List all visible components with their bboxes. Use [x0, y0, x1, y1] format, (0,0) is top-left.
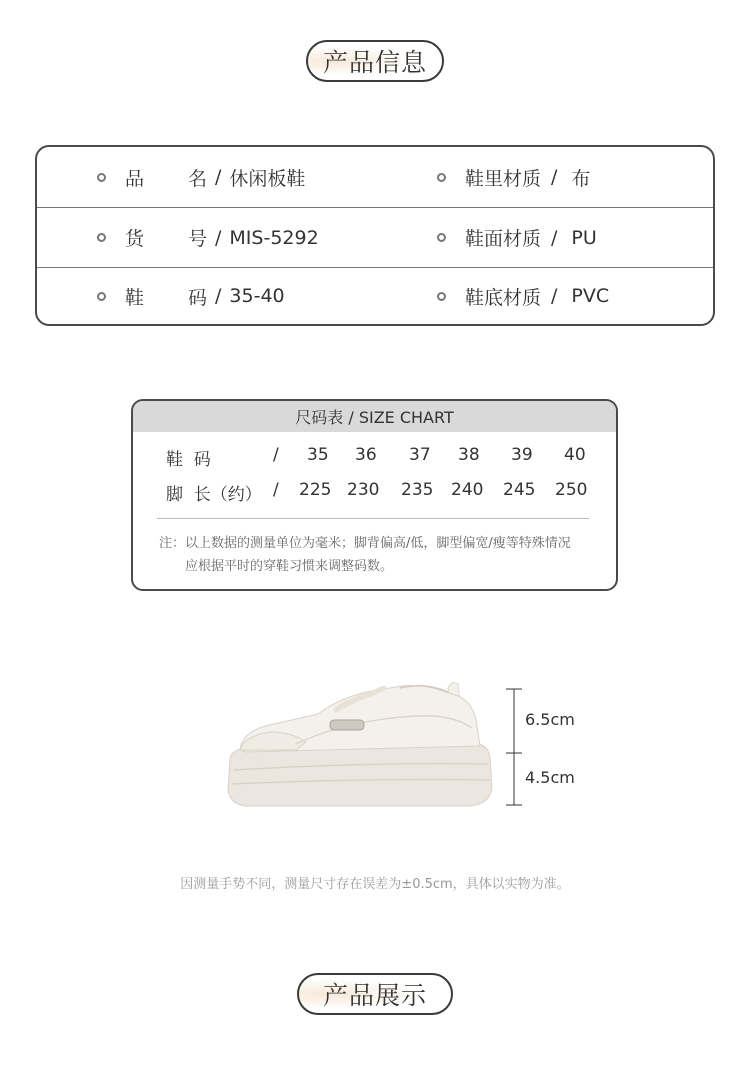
info-label: [125, 224, 207, 251]
bullet-icon: [97, 292, 106, 301]
size-chart: [131, 399, 618, 591]
info-right-cell: [465, 283, 609, 310]
info-label: 鞋底材质: [465, 286, 542, 309]
info-left-cell: [125, 164, 305, 191]
info-label: 鞋里材质: [465, 167, 542, 190]
length-cell: 225: [299, 480, 332, 500]
length-cell: 230: [347, 480, 380, 500]
section-title-product-info: [306, 40, 444, 82]
info-label-char: 鞋: [125, 286, 145, 309]
info-value: MIS-5292: [229, 226, 319, 249]
info-label-char: 号: [187, 228, 207, 250]
sneaker-image: [226, 680, 498, 812]
size-row-foot-length: [133, 480, 616, 504]
info-separator: /: [215, 166, 222, 188]
length-cell: 235: [401, 480, 434, 500]
info-label-char: 货: [125, 228, 145, 250]
info-value: PVC: [571, 285, 610, 307]
info-separator: /: [551, 226, 558, 249]
info-left-cell: [125, 283, 285, 310]
length-cell: 245: [503, 480, 536, 500]
product-info-table: [35, 145, 715, 326]
size-row-shoe-size: [133, 445, 616, 469]
size-cell: 38: [458, 445, 480, 465]
bullet-icon: [437, 233, 446, 242]
length-cell: 240: [451, 480, 484, 500]
section-title-text: 产品信息: [322, 48, 427, 77]
note-line: 注：以上数据的测量单位为毫米；脚背偏高/低，脚型偏宽/瘦等特殊情况: [159, 536, 571, 551]
info-label: [125, 164, 207, 191]
info-separator: /: [215, 285, 222, 307]
length-cell: 250: [555, 480, 588, 500]
info-label: 鞋面材质: [465, 228, 542, 250]
sole-height-label: 4.5cm: [525, 768, 575, 787]
info-value: 布: [571, 167, 591, 190]
info-row: [37, 207, 713, 267]
upper-height-label: 6.5cm: [525, 710, 575, 729]
size-chart-note: [159, 532, 599, 578]
info-separator: /: [215, 226, 222, 249]
size-chart-divider: [157, 518, 589, 519]
size-separator: /: [273, 445, 279, 465]
size-cell: 39: [511, 445, 533, 465]
info-separator: /: [551, 166, 558, 188]
size-cell: 36: [355, 445, 377, 465]
info-label: [125, 283, 207, 310]
size-row-label: 脚 长（约）: [166, 485, 262, 505]
size-row-label: 鞋 码: [166, 450, 211, 470]
size-chart-title: 尺码表 / SIZE CHART: [295, 408, 454, 427]
size-cell: 40: [564, 445, 586, 465]
info-label-char: 码: [187, 286, 207, 309]
size-cell: 35: [307, 445, 329, 465]
info-right-cell: [465, 164, 590, 191]
bullet-icon: [437, 292, 446, 301]
section-title-text: 产品展示: [322, 981, 427, 1010]
size-cell: 37: [409, 445, 431, 465]
info-separator: /: [551, 285, 558, 307]
info-right-cell: [465, 224, 597, 251]
size-chart-header: [133, 401, 616, 432]
info-left-cell: [125, 224, 319, 251]
info-value: PU: [571, 226, 597, 249]
section-title-product-display: [297, 973, 453, 1015]
bullet-icon: [97, 173, 106, 182]
info-row: [37, 147, 713, 207]
measurement-disclaimer: 因测量手势不同，测量尺寸存在误差为±0.5cm，具体以实物为准。: [180, 877, 570, 892]
info-value: 35-40: [229, 285, 285, 307]
info-label-char: 名: [187, 167, 207, 190]
info-row: [37, 267, 713, 324]
size-separator: /: [273, 480, 279, 500]
dimension-ruler: [500, 688, 530, 806]
bullet-icon: [97, 233, 106, 242]
bullet-icon: [437, 173, 446, 182]
info-value: 休闲板鞋: [229, 167, 306, 190]
info-label-char: 品: [125, 167, 145, 190]
note-line: 应根据平时的穿鞋习惯来调整码数。: [185, 559, 394, 574]
